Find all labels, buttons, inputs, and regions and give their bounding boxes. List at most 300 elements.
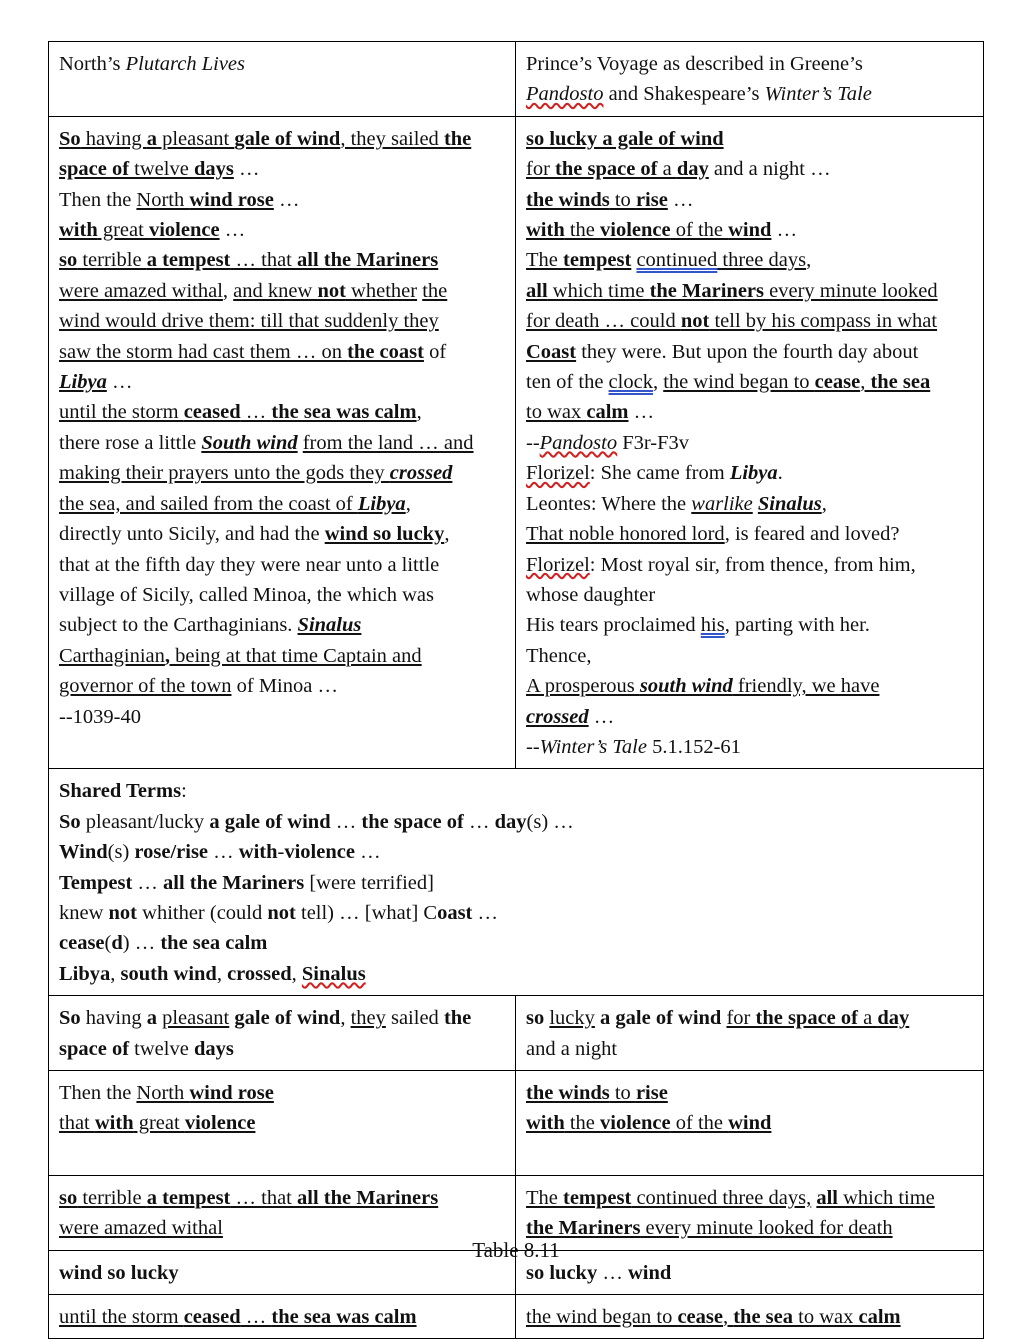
- shared-terms-row: [49, 769, 984, 996]
- text-run: twelve: [129, 158, 194, 181]
- text-run: not: [108, 901, 138, 924]
- text-run: gale of wind: [234, 127, 341, 150]
- north-passage-cell: [49, 116, 516, 769]
- text-line: [526, 671, 973, 701]
- text-run: tell by his compass in what: [709, 310, 938, 333]
- text-run: with: [94, 1112, 134, 1135]
- text-run: calm: [858, 1306, 901, 1329]
- text-line: [526, 580, 973, 610]
- text-run: ,: [444, 523, 450, 546]
- text-run: wind rose: [189, 1082, 274, 1104]
- text-run: a: [857, 1007, 878, 1030]
- text-run: for death … could: [526, 310, 681, 333]
- text-line: [526, 1078, 973, 1108]
- text-run: sailed: [385, 1007, 444, 1030]
- text-run: a tempest: [146, 249, 231, 272]
- text-line: [59, 776, 973, 806]
- text-line: [59, 550, 505, 580]
- text-run: …: [628, 401, 655, 424]
- text-run: wind: [728, 219, 772, 242]
- text-run: whose daughter: [526, 583, 656, 606]
- text-run: …: [472, 901, 499, 924]
- text-run: continued: [636, 249, 718, 272]
- text-run: the sea calm: [160, 932, 268, 955]
- text-line: [526, 1302, 973, 1332]
- text-run: Florizel: [526, 553, 590, 576]
- text-run: pleasant: [156, 127, 235, 150]
- text-run: …: [588, 705, 615, 728]
- text-run: tempest: [563, 249, 632, 272]
- text-run: So: [59, 810, 81, 833]
- text-run: knew: [59, 901, 109, 924]
- text-line: [59, 306, 505, 336]
- text-run: the wind began to: [526, 1306, 678, 1329]
- text-run: ,: [222, 279, 234, 302]
- text-line: [526, 124, 973, 154]
- text-line: [59, 1139, 505, 1169]
- text-line: [526, 276, 973, 306]
- text-run: Sinalus: [297, 614, 362, 637]
- text-run: wind: [627, 1261, 672, 1284]
- text-run: from the land … and: [302, 431, 474, 454]
- text-run: with: [59, 219, 98, 242]
- text-run: North: [136, 1082, 190, 1104]
- text-run: ,: [405, 492, 411, 515]
- text-run: so: [59, 1186, 78, 1209]
- text-run: a: [146, 1007, 157, 1030]
- text-run: rise: [635, 188, 668, 211]
- text-run: and Shakespeare’s: [603, 83, 765, 106]
- text-run: were amazed withal: [59, 1217, 223, 1240]
- text-run: … that: [230, 1186, 297, 1209]
- text-run: ceased: [183, 1306, 241, 1329]
- text-line: [526, 185, 973, 215]
- text-run: , is feared and loved?: [724, 523, 900, 546]
- text-run: a tempest: [146, 1186, 231, 1209]
- text-run: ) …: [122, 932, 161, 955]
- text-run: not: [267, 901, 296, 924]
- text-line: [526, 397, 973, 427]
- header-row: [49, 42, 984, 117]
- text-line: [59, 49, 505, 79]
- text-run: Winter’s Tale: [764, 83, 872, 106]
- text-run: the sea: [870, 371, 931, 394]
- text-run: …: [106, 371, 133, 394]
- text-run: the wind began to: [663, 371, 815, 394]
- text-run: Then the: [59, 1082, 137, 1104]
- text-run: : She came from: [589, 462, 730, 485]
- text-run: North’s: [59, 53, 126, 75]
- text-run: his: [700, 614, 725, 637]
- text-run: ,: [821, 492, 827, 515]
- text-run: the: [443, 1007, 472, 1030]
- text-run: Pandosto: [539, 431, 618, 454]
- text-line: [526, 215, 973, 245]
- text-run: south wind: [639, 675, 733, 698]
- text-run: ,: [416, 401, 422, 424]
- text-run: North: [136, 188, 190, 211]
- text-run: and knew: [233, 279, 318, 302]
- text-run: the: [422, 279, 448, 302]
- text-run: crossed: [526, 705, 589, 728]
- text-run: until the storm: [59, 1306, 184, 1329]
- text-run: Sinalus: [301, 962, 366, 985]
- text-run: ,: [164, 644, 171, 667]
- text-run: the space of: [555, 158, 658, 181]
- text-run: Florizel: [526, 462, 590, 485]
- text-run: space of: [59, 158, 130, 181]
- text-run: …: [233, 158, 260, 181]
- text-run: calm: [586, 401, 629, 424]
- text-run: Shared Terms: [59, 780, 182, 803]
- text-run: having: [80, 127, 147, 150]
- text-run: Plutarch Lives: [125, 53, 246, 75]
- text-line: [59, 215, 505, 245]
- text-line: [526, 337, 973, 367]
- text-run: to: [609, 1082, 636, 1104]
- text-run: terrible: [77, 1186, 147, 1209]
- text-run: ,: [110, 962, 121, 985]
- text-run: wind so lucky: [59, 1261, 179, 1284]
- text-run: all the Mariners: [163, 871, 305, 894]
- text-line: [526, 1034, 973, 1064]
- text-line: [526, 489, 973, 519]
- text-run: whether: [345, 279, 418, 302]
- text-run: violence: [600, 219, 671, 242]
- text-line: [526, 1183, 973, 1213]
- text-run: so: [526, 1007, 545, 1030]
- text-run: rise: [635, 1082, 668, 1104]
- text-run: …: [240, 401, 272, 424]
- pair-right-cell: [516, 996, 984, 1071]
- text-line: [59, 868, 973, 898]
- text-run: space of: [59, 1037, 130, 1060]
- text-run: His tears proclaimed: [526, 614, 701, 637]
- text-line: [59, 428, 505, 458]
- text-run: so lucky a gale of wind: [526, 127, 724, 150]
- text-run: …: [208, 841, 239, 864]
- text-run: with: [526, 1112, 565, 1135]
- text-run: -: [277, 841, 285, 864]
- text-run: (s) …: [526, 810, 574, 833]
- text-run: pleasant: [162, 1007, 230, 1030]
- text-line: [526, 245, 973, 275]
- pair-row: [49, 1071, 984, 1176]
- text-run: all: [816, 1186, 838, 1209]
- text-line: [526, 610, 973, 640]
- text-run: that at the fifth day they were near unto a little: [59, 553, 440, 576]
- pair-left-cell: [49, 1295, 516, 1339]
- text-run: Carthaginian: [59, 644, 165, 667]
- text-run: gale of wind: [234, 1007, 341, 1030]
- text-run: the space of: [361, 810, 464, 833]
- text-run: ,: [806, 249, 812, 272]
- table-caption: Table 8.11: [472, 1238, 560, 1262]
- text-run: Libya: [59, 962, 111, 985]
- text-run: cease: [677, 1306, 723, 1329]
- passage-row: [49, 116, 984, 769]
- text-run: that: [59, 1112, 95, 1135]
- text-run: days: [193, 1037, 234, 1060]
- text-run: being at that time Captain and: [170, 644, 422, 667]
- text-line: [59, 1183, 505, 1213]
- text-run: the Mariners: [649, 279, 764, 302]
- text-line: [59, 807, 973, 837]
- text-run: the: [564, 219, 601, 242]
- pair-right-cell: [516, 1295, 984, 1339]
- text-line: [526, 306, 973, 336]
- text-run: [were terrified]: [304, 871, 434, 894]
- text-line: [59, 702, 505, 732]
- text-run: the sea: [733, 1306, 794, 1329]
- text-line: [59, 154, 505, 184]
- text-line: [59, 1078, 505, 1108]
- text-run: so lucky: [526, 1261, 598, 1284]
- text-run: .: [777, 462, 783, 485]
- shared-terms-cell: [49, 769, 984, 996]
- text-run: …: [219, 219, 246, 242]
- text-run: crossed: [389, 462, 453, 485]
- text-run: tell) … [what] C: [295, 901, 438, 924]
- text-run: every minute looked for death: [640, 1217, 893, 1240]
- text-run: Prince’s Voyage as described in Greene’s: [526, 53, 863, 75]
- text-run: That noble honored lord: [526, 523, 725, 546]
- text-run: lucky: [549, 1007, 595, 1030]
- text-run: Wind: [59, 841, 108, 864]
- text-run: not: [317, 279, 346, 302]
- text-run: F3r-F3v: [617, 431, 690, 454]
- text-run: saw the storm had cast them … on: [59, 340, 348, 363]
- text-run: twelve: [129, 1037, 194, 1060]
- text-run: Leontes: Where the: [526, 492, 692, 515]
- text-run: a gale of wind: [600, 1007, 722, 1030]
- text-run: to: [609, 188, 636, 211]
- text-run: : Most royal sir, from thence, from him,: [589, 553, 916, 576]
- text-line: [526, 79, 973, 109]
- text-run: …: [330, 810, 362, 833]
- text-run: …: [597, 1261, 628, 1284]
- text-line: [59, 928, 973, 958]
- text-run: day: [676, 158, 709, 181]
- text-run: Tempest: [59, 871, 133, 894]
- text-run: all the Mariners: [297, 249, 439, 272]
- header-cell-greene-shakespeare: [516, 42, 984, 117]
- text-run: and a night …: [708, 158, 831, 181]
- text-run: … that: [230, 249, 297, 272]
- text-run: cease: [59, 932, 105, 955]
- greene-shakespeare-passage-cell: [516, 116, 984, 769]
- text-run: every minute looked: [764, 279, 938, 302]
- text-run: rose/rise: [134, 841, 209, 864]
- text-line: [59, 397, 505, 427]
- text-run: a gale of wind: [209, 810, 331, 833]
- text-run: of Minoa …: [231, 675, 338, 698]
- text-line: [526, 1003, 973, 1033]
- text-run: wind would drive them: till that suddenly they: [59, 310, 439, 333]
- text-run: Sinalus: [757, 492, 822, 515]
- text-run: a: [146, 127, 157, 150]
- text-run: the: [564, 1112, 601, 1135]
- text-run: …: [771, 219, 798, 242]
- text-line: [59, 641, 505, 671]
- text-run: directly unto Sicily, and had the: [59, 523, 325, 546]
- text-run: d: [111, 932, 123, 955]
- text-line: [59, 276, 505, 306]
- text-run: with: [526, 219, 565, 242]
- text-line: [526, 367, 973, 397]
- text-line: [526, 550, 973, 580]
- text-line: [526, 1108, 973, 1138]
- text-run: crossed: [227, 962, 292, 985]
- comparison-table: [48, 41, 984, 1339]
- text-line: [526, 428, 973, 458]
- text-run: which time: [547, 279, 650, 302]
- text-run: so: [59, 249, 78, 272]
- text-run: ,: [291, 962, 302, 985]
- text-run: they were. But upon the fourth day about: [576, 340, 919, 363]
- text-line: [59, 185, 505, 215]
- text-line: [59, 1108, 505, 1138]
- text-run: of the: [670, 219, 729, 242]
- text-line: [526, 732, 973, 762]
- text-run: the winds: [526, 188, 610, 211]
- text-run: village of Sicily, called Minoa, the which was: [59, 583, 434, 606]
- text-line: [526, 519, 973, 549]
- text-run: warlike: [691, 492, 753, 515]
- text-run: ,: [340, 1007, 351, 1030]
- pair-row: [49, 996, 984, 1071]
- text-run: all: [526, 279, 548, 302]
- text-run: clock: [608, 371, 653, 394]
- text-line: [526, 458, 973, 488]
- text-line: [59, 671, 505, 701]
- text-run: having: [80, 1007, 147, 1030]
- text-line: [59, 519, 505, 549]
- text-run: continued three days,: [631, 1186, 812, 1209]
- text-run: day: [877, 1007, 910, 1030]
- text-run: and a night: [526, 1037, 618, 1060]
- text-run: , they sailed: [340, 127, 444, 150]
- text-run: Winter’s Tale: [539, 735, 647, 758]
- text-run: wind rose: [189, 188, 274, 211]
- text-run: of: [423, 340, 447, 363]
- pair-left-cell: [49, 996, 516, 1071]
- text-run: of the: [670, 1112, 729, 1135]
- text-line: [59, 580, 505, 610]
- text-run: oast: [437, 901, 473, 924]
- text-line: [59, 1302, 505, 1332]
- text-run: A prosperous: [526, 675, 640, 698]
- text-run: wind so lucky: [324, 523, 445, 546]
- text-run: which time: [837, 1186, 935, 1209]
- text-run: south wind: [120, 962, 217, 985]
- text-run: ,: [722, 1306, 734, 1329]
- text-run: were amazed withal: [59, 279, 223, 302]
- text-run: they: [350, 1007, 386, 1030]
- text-run: So: [59, 127, 81, 150]
- text-line: [59, 610, 505, 640]
- text-run: all the Mariners: [297, 1186, 439, 1209]
- text-line: [59, 1034, 505, 1064]
- pair-right-cell: [516, 1071, 984, 1176]
- text-run: great: [97, 219, 149, 242]
- text-run: with: [238, 841, 278, 864]
- text-run: The: [526, 249, 563, 272]
- text-line: [59, 458, 505, 488]
- text-run: subject to the Carthaginians.: [59, 614, 298, 637]
- text-run: governor of the town: [59, 675, 232, 698]
- text-run: for: [526, 158, 556, 181]
- text-run: the: [443, 127, 472, 150]
- header-cell-north: [49, 42, 516, 117]
- text-run: day: [494, 810, 527, 833]
- text-run: 5.1.152-61: [646, 735, 741, 758]
- text-run: the sea was calm: [271, 401, 417, 424]
- text-run: …: [240, 1306, 272, 1329]
- text-run: the winds: [526, 1082, 610, 1104]
- text-line: [59, 337, 505, 367]
- text-run: until the storm: [59, 401, 184, 424]
- text-run: making their prayers unto the gods they: [59, 462, 390, 485]
- text-run: So: [59, 1007, 81, 1030]
- text-run: …: [667, 188, 694, 211]
- text-run: the Mariners: [526, 1217, 641, 1240]
- text-run: ceased: [183, 401, 241, 424]
- text-line: [526, 641, 973, 671]
- text-run: there rose a little: [59, 431, 202, 454]
- text-run: the sea was calm: [271, 1306, 417, 1329]
- text-line: [59, 898, 973, 928]
- text-run: ,: [860, 371, 871, 394]
- text-run: terrible: [77, 249, 147, 272]
- text-run: violence: [148, 219, 220, 242]
- text-line: [526, 154, 973, 184]
- text-line: [59, 367, 505, 397]
- text-line: [526, 1139, 973, 1169]
- text-run: the sea, and sailed from the coast of: [59, 492, 358, 515]
- text-run: ten of the: [526, 371, 609, 394]
- text-run: a: [657, 158, 677, 181]
- text-run: Pandosto: [526, 83, 604, 106]
- text-run: violence: [600, 1112, 671, 1135]
- text-line: [526, 702, 973, 732]
- text-run: pleasant/lucky: [80, 810, 210, 833]
- text-run: for: [726, 1007, 756, 1030]
- text-run: ,: [216, 962, 228, 985]
- text-run: violence: [184, 1112, 256, 1135]
- text-run: whither (could: [137, 901, 268, 924]
- text-run: cease: [814, 371, 861, 394]
- text-run: South wind: [201, 431, 298, 454]
- text-line: [59, 959, 973, 989]
- text-line: [59, 124, 505, 154]
- text-run: wind: [728, 1112, 772, 1135]
- text-run: to wax: [793, 1306, 859, 1329]
- text-run: Libya: [357, 492, 406, 515]
- text-run: Libya: [729, 462, 778, 485]
- text-run: …: [354, 841, 381, 864]
- text-line: [59, 245, 505, 275]
- text-run: …: [273, 188, 300, 211]
- text-run: --: [526, 735, 540, 758]
- text-run: :: [181, 780, 187, 803]
- text-run: …: [132, 871, 164, 894]
- text-run: Libya: [59, 371, 107, 394]
- text-run: not: [680, 310, 710, 333]
- text-run: to wax: [526, 401, 587, 424]
- text-line: [59, 489, 505, 519]
- text-run: Thence,: [526, 644, 592, 667]
